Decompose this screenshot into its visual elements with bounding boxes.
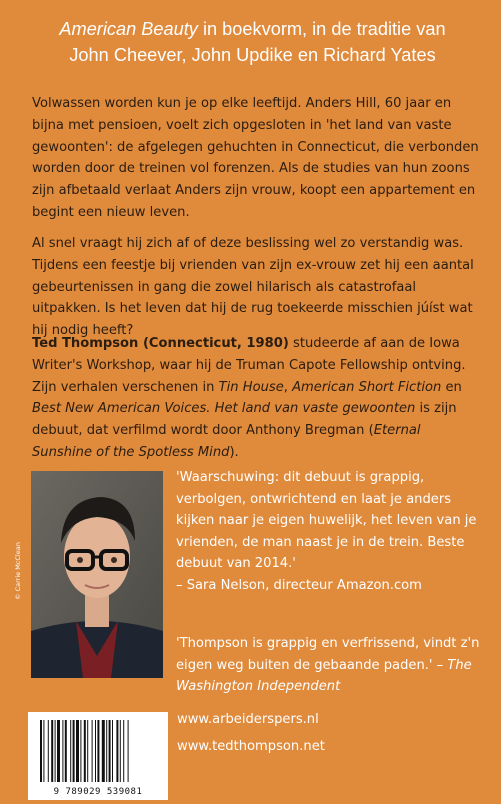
barcode-bar bbox=[123, 720, 124, 782]
blurb-paragraph-2 bbox=[32, 233, 479, 342]
review-quote-1 bbox=[176, 467, 485, 596]
blurb-paragraph-1 bbox=[32, 93, 479, 224]
barcode-bar bbox=[80, 720, 81, 782]
tagline bbox=[18, 16, 487, 68]
barcode-bar bbox=[73, 720, 75, 782]
barcode-bar bbox=[65, 720, 67, 782]
barcode-bar bbox=[97, 720, 99, 782]
barcode-bar bbox=[112, 720, 113, 782]
barcode-bar bbox=[51, 720, 53, 782]
author-url[interactable]: www.tedthompson.net bbox=[177, 739, 325, 754]
blurb-paragraph-1-text: Volwassen worden kun je op elke leeftijd. Anders Hill, 60 jaar en bijna met pensioen, voelt zich opgesloten in 'het land van vaste gewoonten': de afgelegen gehuchten in Connecticut, die verbonden worden door de treinen vol forenzen. Als de studies van hun zoons zijn afbetaald verlaat Anders zijn vrouw, koopt een appartement en begint een nieuw leven. bbox=[32, 96, 479, 220]
review-quote-2 bbox=[176, 633, 485, 698]
bio-text-1: studeerde af aan de Iowa Writer's Workshop, waar hij de Truman Capote Fellowship ontving. Zijn verhalen verschenen in bbox=[32, 336, 466, 395]
tagline-title: American Beauty bbox=[59, 19, 198, 39]
barcode-bar bbox=[95, 720, 96, 782]
publisher-url[interactable]: www.arbeiderspers.nl bbox=[177, 712, 319, 727]
barcode-bar bbox=[120, 720, 121, 782]
bio-magazine-2: American Short Fiction bbox=[292, 379, 442, 395]
barcode-bar bbox=[128, 720, 129, 782]
photo-credit: © Carrie McClean bbox=[14, 542, 22, 600]
bio-magazine-1: Tin House bbox=[218, 379, 284, 395]
blurb-paragraph-2-text: Al snel vraagt hij zich af of deze beslissing wel zo verstandig was. Tijdens een feestje bij vrienden van zijn ex-vrouw zet hij een aantal gebeurtenissen in gang die zowel hilarisch als catastrofaal uitpakken. Is het leven dat hij de rug toekeerde misschien júíst wat hij nodig heeft? bbox=[32, 236, 474, 339]
review-quote-2-body: 'Thompson is grappig en verfrissend, vindt z'n eigen weg buiten de gebaande paden.' bbox=[176, 636, 480, 673]
barcode-bar bbox=[70, 720, 71, 782]
barcode-bar bbox=[84, 720, 86, 782]
review-quote-2-source: – The Washington Independent bbox=[176, 657, 472, 694]
barcode-bar bbox=[40, 720, 42, 782]
review-quote-2-text bbox=[176, 633, 485, 698]
bio-text-2: en bbox=[441, 379, 462, 395]
bio-text-5: ). bbox=[229, 444, 239, 460]
barcode-bar bbox=[43, 720, 44, 782]
barcode-bar bbox=[116, 720, 118, 782]
author-bio-text bbox=[32, 333, 479, 464]
bio-book-title: Het land van vaste gewoonten bbox=[214, 401, 416, 417]
bio-text-4: is zijn debuut, dat verfilmd wordt door Anthony Bregman ( bbox=[32, 401, 457, 439]
author-bio bbox=[32, 333, 479, 464]
bio-magazine-3: Best New American Voices. bbox=[32, 401, 211, 417]
tagline-line1: in boekvorm, in de traditie van bbox=[197, 19, 446, 39]
bio-separator: , bbox=[283, 379, 293, 395]
barcode-bar bbox=[106, 720, 107, 782]
barcode-bar bbox=[87, 720, 88, 782]
isbn-number: 9 789029 539081 bbox=[53, 787, 143, 797]
review-quote-1-source: – Sara Nelson, directeur Amazon.com bbox=[176, 577, 422, 593]
barcode-bar bbox=[55, 720, 56, 782]
barcode-bar bbox=[109, 720, 111, 782]
author-photo-image bbox=[31, 471, 163, 678]
barcode-bar bbox=[57, 720, 60, 782]
barcode-bar bbox=[92, 720, 93, 782]
author-photo bbox=[31, 471, 163, 678]
barcode-bar bbox=[76, 720, 79, 782]
author-name: Ted Thompson (Connecticut, 1980) bbox=[32, 336, 289, 351]
barcode-bar bbox=[62, 720, 63, 782]
tagline-line2: John Cheever, John Updike en Richard Yates bbox=[69, 45, 436, 65]
review-quote-1-text: 'Waarschuwing: dit debuut is grappig, verbolgen, ontwrichtend en laat je anders kijken naar je eigen huwelijk, het leven van je vrienden, de man naast je in de trein. Beste debuut van 2014.' bbox=[176, 470, 477, 571]
bio-film-title: Eternal Sunshine of the Spotless Mind bbox=[32, 423, 421, 460]
barcode-bar bbox=[48, 720, 49, 782]
barcode-bar bbox=[102, 720, 105, 782]
barcode bbox=[28, 712, 168, 800]
